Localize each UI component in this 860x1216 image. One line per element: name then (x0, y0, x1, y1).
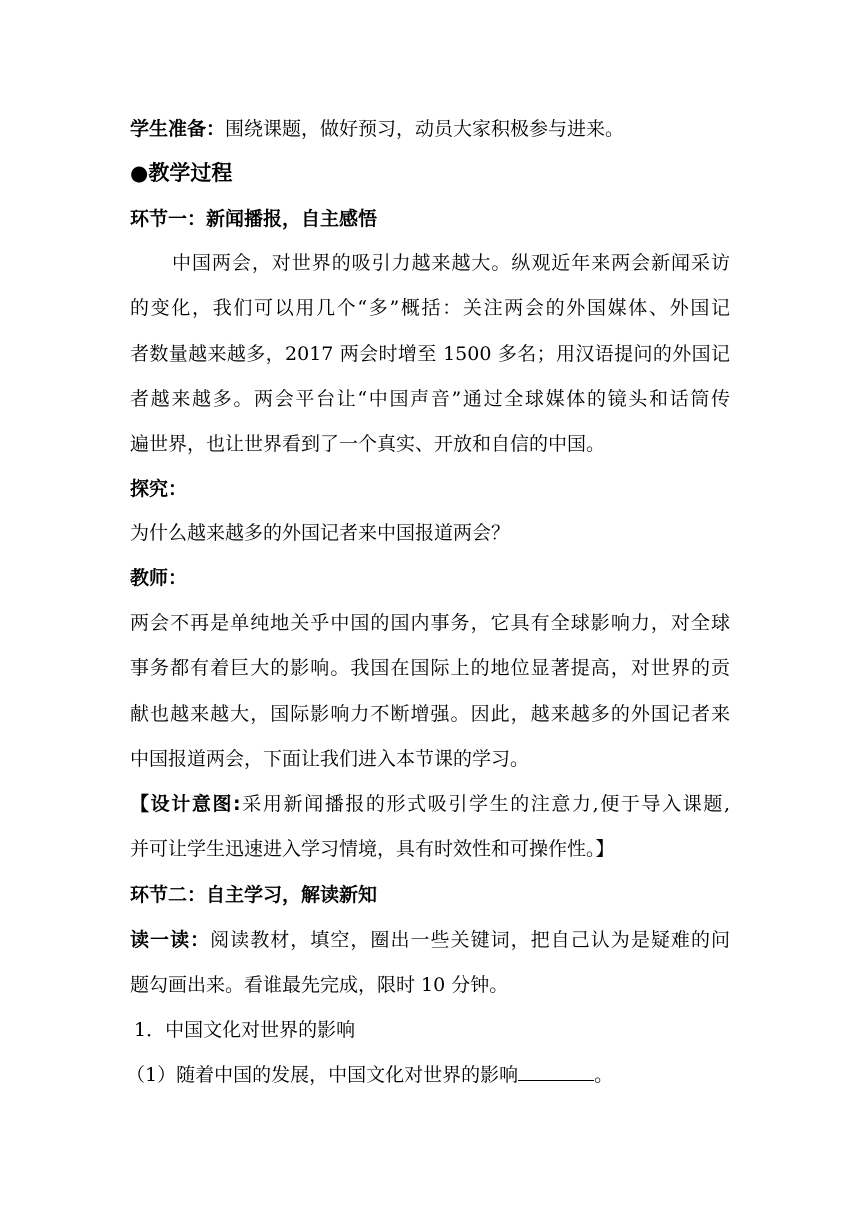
teacher-line: 两会不再是单纯地关乎中国的国内事务，它具有全球影响力，对全球 (130, 612, 730, 634)
item-1-1-prefix: （1）随着中国的发展，中国文化对世界的影响 (126, 1064, 519, 1086)
read-text: 阅读教材，填空，圈出一些关键词，把自己认为是疑难的问 (210, 929, 730, 951)
design-intent-line (130, 791, 730, 817)
teaching-process-heading: ●教学过程 (130, 161, 233, 185)
fill-in-blank[interactable] (518, 1062, 594, 1081)
student-prep-label: 学生准备： (130, 118, 226, 140)
section1-para-line: 遍世界，也让世界看到了一个真实、开放和自信的中国。 (130, 433, 606, 455)
teacher-line: 中国报道两会，下面让我们进入本节课的学习。 (130, 748, 530, 770)
teacher-label: 教师： (130, 567, 188, 589)
section1-para-line: 的变化，我们可以用几个“多”概括：关注两会的外国媒体、外国记 (130, 297, 730, 319)
read-line-2: 题勾画出来。看谁最先完成，限时 10 分钟。 (130, 974, 509, 996)
item-1-heading: 1．中国文化对世界的影响 (134, 1019, 356, 1041)
read-line (130, 927, 730, 953)
design-intent-label: 【设计意图: (130, 793, 241, 815)
student-prep-line (130, 116, 730, 142)
section1-para-line: 者数量越来越多，2017 两会时增至 1500 多名；用汉语提问的外国记 (130, 343, 730, 365)
explore-label: 探究： (130, 478, 188, 500)
teacher-line: 事务都有着巨大的影响。我国在国际上的地位显著提高，对世界的贡 (130, 657, 730, 679)
item-1-1-suffix: 。 (594, 1064, 614, 1086)
section2-title: 环节二：自主学习，解读新知 (130, 884, 378, 906)
section1-para-line: 者越来越多。两会平台让“中国声音”通过全球媒体的镜头和话筒传 (130, 388, 730, 410)
design-intent-line-2: 并可让学生迅速进入学习情境，具有时效性和可操作性。】 (130, 838, 615, 860)
item-1-1-line (126, 1062, 726, 1088)
read-label: 读一读： (130, 929, 211, 951)
teacher-line: 献也越来越大，国际影响力不断增强。因此，越来越多的外国记者来 (130, 703, 730, 725)
explore-question: 为什么越来越多的外国记者来中国报道两会？ (130, 522, 511, 544)
section1-title: 环节一：新闻播报，自主感悟 (130, 208, 378, 230)
design-intent-text: 采用新闻播报的形式吸引学生的注意力,便于导入课题, (240, 793, 730, 815)
student-prep-text: 围绕课题，做好预习，动员大家积极参与进来。 (225, 118, 625, 140)
section1-para-line: 中国两会，对世界的吸引力越来越大。纵观近年来两会新闻采访 (172, 252, 730, 274)
